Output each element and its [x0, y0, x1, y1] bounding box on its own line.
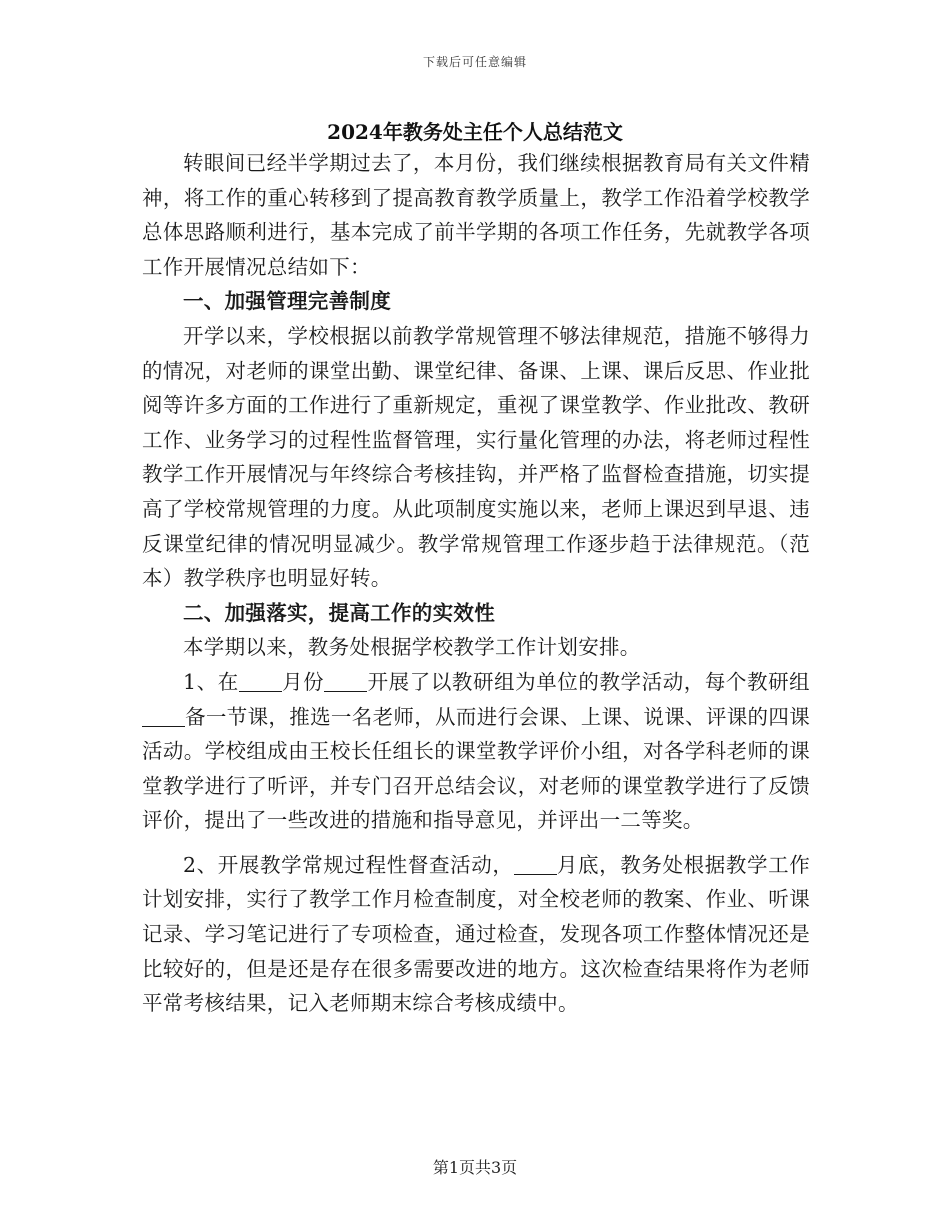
- item-1-text-d: 备一节课，推选一名老师，从而进行会课、上课、说课、评课的四课活动。学校组成由王校长任组长的课堂教学评价小组，对各学科老师的课堂教学进行了听评，并专门召开总结会议，对老师的课堂教学进行了反馈评价，提出了一些改进的措施和指导意见，并评出一二等奖。: [142, 704, 810, 833]
- header-note: 下载后可任意编辑: [422, 55, 527, 69]
- fill-in-blank: [514, 853, 557, 875]
- item-1-text-a: 1、在: [183, 669, 239, 694]
- item-2-text-b: 月底，教务处根据教学工作计划安排，实行了教学工作月检查制度，对全校老师的教案、作业、听课记录、学习笔记进行了专项检查，通过检查，发现各项工作整体情况还是比较好的，但是还是存在很多需要改进的地方。这次检查结果将作为老师平常考核结果，记入老师期末综合考核成绩中。: [142, 852, 811, 1016]
- page-footer: 第1页共3页: [432, 1158, 518, 1177]
- section-1-paragraph: 开学以来，学校根据以前教学常规管理不够法律规范，措施不够得力的情况，对老师的课堂出勤、课堂纪律、备课、上课、课后反思、作业批阅等许多方面的工作进行了重新规定，重视了课堂教学、作业批改、教研工作、业务学习的过程性监督管理，实行量化管理的办法，将老师过程性教学工作开展情况与年终综合考核挂钩，并严格了监督检查措施，切实提高了学校常规管理的力度。从此项制度实施以来，老师上课迟到早退、违反课堂纪律的情况明显减少。教学常规管理工作逐步趋于法律规范。（范本）教学秩序也明显好转。: [142, 323, 810, 591]
- item-1-text-c: 开展了以教研组为单位的教学活动，每个教研组: [367, 669, 810, 694]
- document-body: [142, 146, 810, 1021]
- section-2-item-2-paragraph: [142, 848, 810, 1021]
- fill-in-blank: [324, 670, 367, 692]
- section-1-heading: 一、加强管理完善制度: [183, 289, 391, 314]
- item-2-text-a: 2、开展教学常规过程性督查活动，: [183, 852, 514, 877]
- section-2-lead-paragraph: 本学期以来，教务处根据学校教学工作计划安排。: [183, 635, 641, 660]
- intro-paragraph: 转眼间已经半学期过去了，本月份，我们继续根据教育局有关文件精神，将工作的重心转移到了提高教育教学质量上，教学工作沿着学校教学总体思路顺利进行，基本完成了前半学期的各项工作任务，先就教学各项工作开展情况总结如下：: [142, 151, 810, 279]
- section-2-heading: 二、加强落实，提高工作的实效性: [183, 600, 495, 625]
- section-2-item-1-paragraph: [142, 665, 810, 838]
- fill-in-blank: [142, 705, 185, 727]
- fill-in-blank: [239, 670, 282, 692]
- document-title: 2024年教务处主任个人总结范文: [327, 120, 623, 144]
- item-1-text-b: 月份: [281, 669, 325, 694]
